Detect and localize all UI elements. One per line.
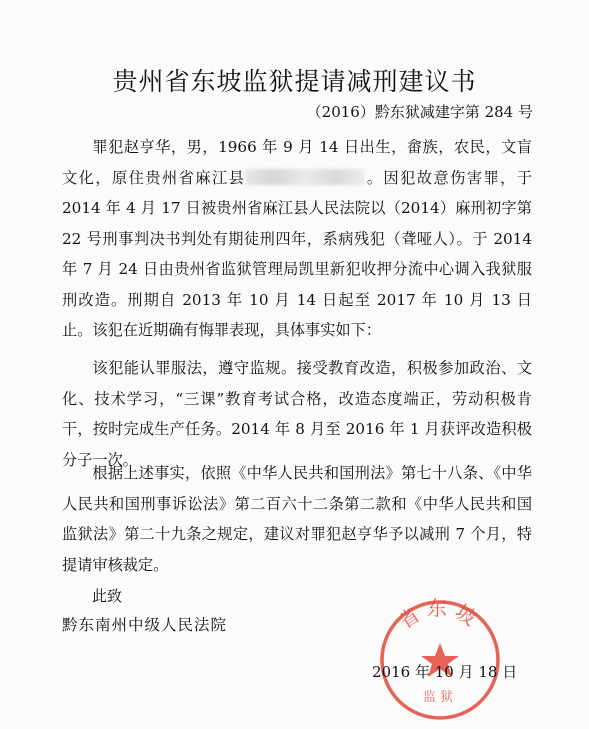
recipient-court: 黔东南州中级人民法院 xyxy=(62,616,228,634)
document-number: （2016）黔东狱减建字第 284 号 xyxy=(306,103,533,121)
paragraph-offender-info-part1: 罪犯赵亨华，男，1966 年 9 月 14 日出生，畲族，农民，文盲文化，原住贵州省麻江县 xyxy=(62,138,532,187)
redacted-address xyxy=(245,169,365,185)
paragraph-recommendation: 根据上述事实，依照《中华人民共和国刑法》第七十八条、《中华人民共和国刑事诉讼法》第二百六十二条第二款和《中华人民共和国监狱法》第二十九条之规定，建议对罪犯赵亨华予以减刑 7 个月，特提请审核裁定。 xyxy=(62,464,532,574)
official-seal xyxy=(377,597,503,723)
paragraph-offender-info xyxy=(62,132,532,346)
document-title: 贵州省东坡监狱提请减刑建议书 xyxy=(112,67,477,96)
seal-bottom-text: 监狱 xyxy=(422,690,458,705)
document-date: 2016 年 10 月 18 日 xyxy=(372,663,518,681)
svg-text:省东坡 xyxy=(394,597,486,634)
seal-text: 省东坡 xyxy=(394,597,486,634)
paragraph-offender-info-part2: 。因犯故意伤害罪，于 2014 年 4 月 17 日被贵州省麻江县人民法院以（2014）麻刑初字第 22 号刑事判决书判处有期徒刑四年，系病残犯（聋哑人）。于 2014 年 7 月 24 日由贵州省监狱管理局凯里新犯收押分流中心调入我狱服刑改造。刑期自 2013 年 10 月 14 日起至 2017 年 10 月 13 日止。该犯在近期确有悔罪表现，具体事实如下： xyxy=(62,168,533,339)
salutation: 此致 xyxy=(92,587,123,605)
paragraph-facts: 该犯能认罪服法，遵守监规。接受教育改造，积极参加政治、文化、技术学习，“三课”教育考试合格，改造态度端正，劳动积极肯干，按时完成生产任务。2014 年 8 月至 2016 年 1 月获评改造积极分子一次。 xyxy=(62,359,532,469)
